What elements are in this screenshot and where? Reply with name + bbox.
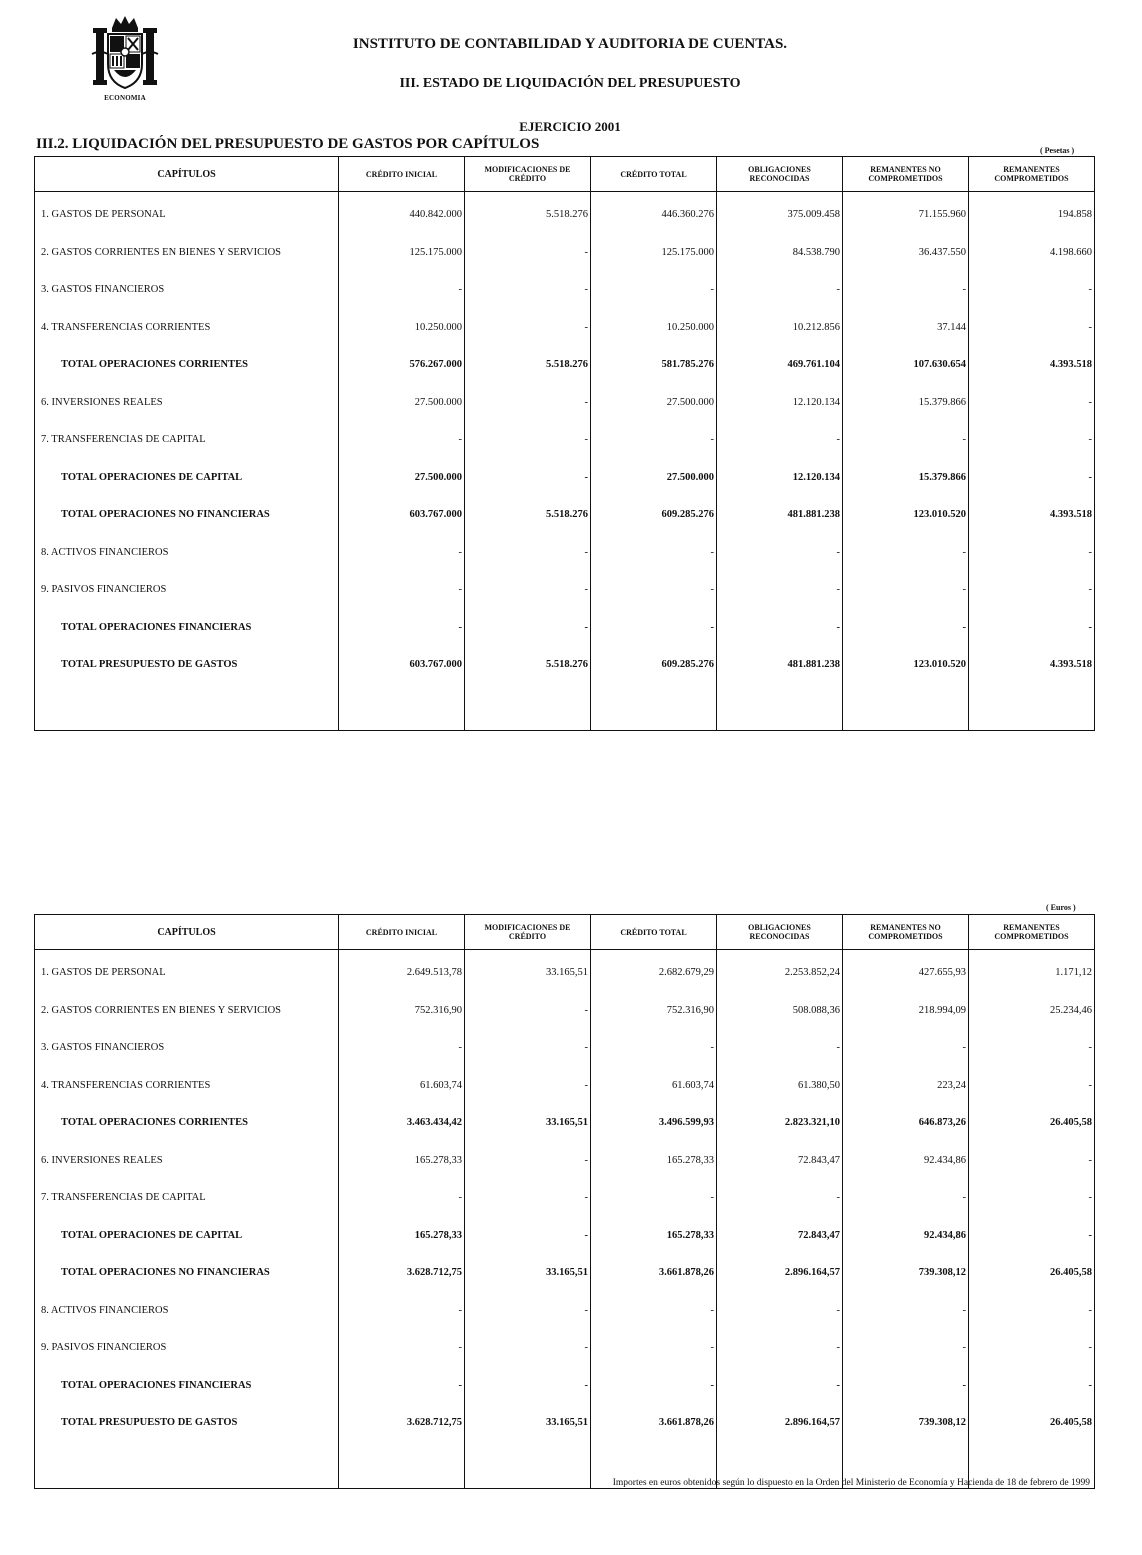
cell-value: - (465, 1292, 591, 1330)
column-header: REMANENTES NO COMPROMETIDOS (843, 157, 969, 192)
cell-value: - (465, 1067, 591, 1105)
table-row (35, 309, 1095, 347)
table-total-row (35, 609, 1095, 647)
cell-value: 27.500.000 (591, 459, 717, 497)
cell-value: 27.500.000 (339, 459, 465, 497)
cell-value: - (465, 309, 591, 347)
column-header: REMANENTES COMPROMETIDOS (969, 157, 1095, 192)
cell-value: 3.661.878,26 (591, 1254, 717, 1292)
table-row (35, 1179, 1095, 1217)
table-row (35, 534, 1095, 572)
row-label: TOTAL OPERACIONES FINANCIERAS (35, 1367, 339, 1405)
cell-value: - (969, 609, 1095, 647)
cell-value: 508.088,36 (717, 992, 843, 1030)
cell-value: - (465, 609, 591, 647)
currency-unit-euros: ( Euros ) (1046, 903, 1076, 912)
cell-value: - (339, 421, 465, 459)
cell-value: 33.165,51 (465, 1254, 591, 1292)
empty-cell (35, 1442, 339, 1489)
row-label: 9. PASIVOS FINANCIEROS (35, 1329, 339, 1367)
cell-value: 576.267.000 (339, 346, 465, 384)
cell-value: - (969, 1142, 1095, 1180)
exercise-year: EJERCICIO 2001 (519, 119, 621, 134)
empty-cell (717, 684, 843, 731)
cell-value: - (339, 1179, 465, 1217)
cell-value: 446.360.276 (591, 192, 717, 234)
cell-value: - (717, 1179, 843, 1217)
cell-value: 15.379.866 (843, 459, 969, 497)
section-title: III.2. LIQUIDACIÓN DEL PRESUPUESTO DE GASTOS POR CAPÍTULOS (36, 136, 540, 152)
cell-value: - (465, 534, 591, 572)
cell-value: - (591, 609, 717, 647)
cell-value: - (465, 459, 591, 497)
cell-value: - (339, 1029, 465, 1067)
cell-value: 165.278,33 (339, 1217, 465, 1255)
cell-value: - (339, 1329, 465, 1367)
cell-value: - (843, 421, 969, 459)
cell-value: - (591, 1029, 717, 1067)
cell-value: 33.165,51 (465, 1104, 591, 1142)
cell-value: 646.873,26 (843, 1104, 969, 1142)
cell-value: - (843, 1029, 969, 1067)
cell-value: - (843, 534, 969, 572)
cell-value: - (969, 571, 1095, 609)
cell-value: 3.628.712,75 (339, 1404, 465, 1442)
empty-cell (339, 684, 465, 731)
table-total-row (35, 1404, 1095, 1442)
currency-unit-pesetas: ( Pesetas ) (1040, 146, 1075, 155)
cell-value: 12.120.134 (717, 384, 843, 422)
cell-value: - (717, 1029, 843, 1067)
cell-value: 107.630.654 (843, 346, 969, 384)
table-row (35, 1067, 1095, 1105)
cell-value: - (717, 1292, 843, 1330)
column-header: CRÉDITO TOTAL (591, 915, 717, 950)
cell-value: 3.496.599,93 (591, 1104, 717, 1142)
table-row (35, 271, 1095, 309)
cell-value: - (969, 534, 1095, 572)
cell-value: - (465, 571, 591, 609)
cell-value: 4.393.518 (969, 346, 1095, 384)
table-row (35, 950, 1095, 992)
table-row (35, 571, 1095, 609)
cell-value: 4.393.518 (969, 646, 1095, 684)
cell-value: - (843, 609, 969, 647)
cell-value: 61.603,74 (339, 1067, 465, 1105)
cell-value: - (339, 609, 465, 647)
cell-value: 1.171,12 (969, 950, 1095, 992)
cell-value: 165.278,33 (591, 1142, 717, 1180)
cell-value: - (717, 421, 843, 459)
cell-value: - (465, 271, 591, 309)
cell-value: 10.250.000 (339, 309, 465, 347)
cell-value: - (717, 1367, 843, 1405)
cell-value: - (591, 534, 717, 572)
cell-value: - (969, 384, 1095, 422)
table-total-row (35, 1217, 1095, 1255)
empty-cell (35, 684, 339, 731)
cell-value: 12.120.134 (717, 459, 843, 497)
cell-value: - (969, 271, 1095, 309)
cell-value: 427.655,93 (843, 950, 969, 992)
cell-value: 218.994,09 (843, 992, 969, 1030)
cell-value: 5.518.276 (465, 646, 591, 684)
column-header: OBLIGACIONES RECONOCIDAS (717, 915, 843, 950)
cell-value: - (969, 309, 1095, 347)
cell-value: - (843, 1179, 969, 1217)
table-row (35, 384, 1095, 422)
table-total-row (35, 1254, 1095, 1292)
cell-value: - (465, 1217, 591, 1255)
cell-value: 5.518.276 (465, 496, 591, 534)
cell-value: 92.434,86 (843, 1142, 969, 1180)
cell-value: 481.881.238 (717, 496, 843, 534)
cell-value: 61.380,50 (717, 1067, 843, 1105)
table-row (35, 234, 1095, 272)
table-total-row (35, 496, 1095, 534)
cell-value: 33.165,51 (465, 1404, 591, 1442)
cell-value: - (591, 1329, 717, 1367)
cell-value: - (969, 459, 1095, 497)
cell-value: - (969, 1067, 1095, 1105)
table-row (35, 1329, 1095, 1367)
cell-value: - (465, 384, 591, 422)
table-total-row (35, 346, 1095, 384)
column-header: REMANENTES NO COMPROMETIDOS (843, 915, 969, 950)
column-header: OBLIGACIONES RECONOCIDAS (717, 157, 843, 192)
row-label: 2. GASTOS CORRIENTES EN BIENES Y SERVICIOS (35, 234, 339, 272)
table-header-row (35, 157, 1095, 192)
cell-value: - (969, 421, 1095, 459)
cell-value: 123.010.520 (843, 496, 969, 534)
cell-value: 61.603,74 (591, 1067, 717, 1105)
cell-value: - (465, 1029, 591, 1067)
cell-value: 440.842.000 (339, 192, 465, 234)
cell-value: 3.661.878,26 (591, 1404, 717, 1442)
table-bottom-spacer (35, 684, 1095, 731)
cell-value: 752.316,90 (591, 992, 717, 1030)
row-label: 1. GASTOS DE PERSONAL (35, 950, 339, 992)
cell-value: 27.500.000 (591, 384, 717, 422)
cell-value: - (717, 1329, 843, 1367)
row-label: TOTAL OPERACIONES CORRIENTES (35, 346, 339, 384)
table-row (35, 421, 1095, 459)
row-label: TOTAL OPERACIONES NO FINANCIERAS (35, 496, 339, 534)
empty-cell (843, 684, 969, 731)
row-label: 7. TRANSFERENCIAS DE CAPITAL (35, 1179, 339, 1217)
table-total-row (35, 1367, 1095, 1405)
table-total-row (35, 1104, 1095, 1142)
column-header: CRÉDITO INICIAL (339, 915, 465, 950)
cell-value: 2.896.164,57 (717, 1254, 843, 1292)
cell-value: - (969, 1292, 1095, 1330)
cell-value: 36.437.550 (843, 234, 969, 272)
logo-caption: ECONOMIA (104, 94, 146, 102)
cell-value: - (465, 1367, 591, 1405)
row-label: 7. TRANSFERENCIAS DE CAPITAL (35, 421, 339, 459)
cell-value: - (465, 421, 591, 459)
cell-value: - (465, 1142, 591, 1180)
cell-value: - (339, 1292, 465, 1330)
column-header: CRÉDITO TOTAL (591, 157, 717, 192)
cell-value: 581.785.276 (591, 346, 717, 384)
cell-value: 10.250.000 (591, 309, 717, 347)
empty-cell (591, 684, 717, 731)
column-header: CAPÍTULOS (35, 915, 339, 950)
cell-value: 92.434,86 (843, 1217, 969, 1255)
cell-value: 84.538.790 (717, 234, 843, 272)
cell-value: 165.278,33 (591, 1217, 717, 1255)
cell-value: 72.843,47 (717, 1142, 843, 1180)
cell-value: 481.881.238 (717, 646, 843, 684)
cell-value: - (591, 1367, 717, 1405)
cell-value: 125.175.000 (591, 234, 717, 272)
institution-title: INSTITUTO DE CONTABILIDAD Y AUDITORIA DE CUENTAS. (352, 36, 788, 52)
row-label: TOTAL PRESUPUESTO DE GASTOS (35, 646, 339, 684)
cell-value: - (717, 271, 843, 309)
column-header: CRÉDITO INICIAL (339, 157, 465, 192)
cell-value: 194.858 (969, 192, 1095, 234)
cell-value: - (339, 1367, 465, 1405)
cell-value: 4.198.660 (969, 234, 1095, 272)
row-label: TOTAL OPERACIONES FINANCIERAS (35, 609, 339, 647)
cell-value: - (591, 271, 717, 309)
cell-value: 739.308,12 (843, 1254, 969, 1292)
cell-value: 2.682.679,29 (591, 950, 717, 992)
row-label: 8. ACTIVOS FINANCIEROS (35, 1292, 339, 1330)
cell-value: - (465, 1329, 591, 1367)
cell-value: - (843, 271, 969, 309)
cell-value: 609.285.276 (591, 646, 717, 684)
cell-value: 123.010.520 (843, 646, 969, 684)
cell-value: - (843, 571, 969, 609)
cell-value: 3.463.434,42 (339, 1104, 465, 1142)
row-label: 3. GASTOS FINANCIEROS (35, 271, 339, 309)
row-label: TOTAL OPERACIONES DE CAPITAL (35, 459, 339, 497)
cell-value: - (465, 234, 591, 272)
row-label: TOTAL PRESUPUESTO DE GASTOS (35, 1404, 339, 1442)
cell-value: - (969, 1329, 1095, 1367)
empty-cell (969, 684, 1095, 731)
cell-value: - (843, 1367, 969, 1405)
column-header: REMANENTES COMPROMETIDOS (969, 915, 1095, 950)
cell-value: 2.823.321,10 (717, 1104, 843, 1142)
row-label: 4. TRANSFERENCIAS CORRIENTES (35, 1067, 339, 1105)
cell-value: 27.500.000 (339, 384, 465, 422)
row-label: 1. GASTOS DE PERSONAL (35, 192, 339, 234)
cell-value: 25.234,46 (969, 992, 1095, 1030)
cell-value: - (969, 1367, 1095, 1405)
budget-table-euros (34, 914, 1095, 1489)
cell-value: - (843, 1329, 969, 1367)
table-row (35, 1292, 1095, 1330)
empty-cell (465, 684, 591, 731)
cell-value: 375.009.458 (717, 192, 843, 234)
column-header: MODIFICACIONES DE CRÉDITO (465, 157, 591, 192)
table-total-row (35, 459, 1095, 497)
cell-value: 739.308,12 (843, 1404, 969, 1442)
cell-value: 752.316,90 (339, 992, 465, 1030)
cell-value: 33.165,51 (465, 950, 591, 992)
row-label: 4. TRANSFERENCIAS CORRIENTES (35, 309, 339, 347)
cell-value: 4.393.518 (969, 496, 1095, 534)
report-title: III. ESTADO DE LIQUIDACIÓN DEL PRESUPUESTO (399, 76, 741, 91)
cell-value: - (339, 271, 465, 309)
cell-value: - (717, 534, 843, 572)
cell-value: - (969, 1029, 1095, 1067)
row-label: 9. PASIVOS FINANCIEROS (35, 571, 339, 609)
cell-value: 2.896.164,57 (717, 1404, 843, 1442)
table-total-row (35, 646, 1095, 684)
cell-value: 2.649.513,78 (339, 950, 465, 992)
cell-value: 26.405,58 (969, 1104, 1095, 1142)
cell-value: - (465, 1179, 591, 1217)
cell-value: 5.518.276 (465, 346, 591, 384)
cell-value: 469.761.104 (717, 346, 843, 384)
cell-value: - (969, 1179, 1095, 1217)
cell-value: - (717, 609, 843, 647)
cell-value: 26.405,58 (969, 1254, 1095, 1292)
cell-value: 37.144 (843, 309, 969, 347)
budget-table-pesetas (34, 156, 1095, 731)
cell-value: 125.175.000 (339, 234, 465, 272)
cell-value: 26.405,58 (969, 1404, 1095, 1442)
cell-value: 3.628.712,75 (339, 1254, 465, 1292)
row-label: TOTAL OPERACIONES NO FINANCIERAS (35, 1254, 339, 1292)
column-header: CAPÍTULOS (35, 157, 339, 192)
cell-value: 2.253.852,24 (717, 950, 843, 992)
cell-value: - (843, 1292, 969, 1330)
cell-value: 15.379.866 (843, 384, 969, 422)
cell-value: - (591, 571, 717, 609)
footnote: Importes en euros obtenidos según lo dispuesto en la Orden del Ministerio de Economía y Hacienda de 18 de febrero de 1999 (612, 1478, 1090, 1488)
cell-value: - (465, 992, 591, 1030)
row-label: TOTAL OPERACIONES DE CAPITAL (35, 1217, 339, 1255)
table-row (35, 1142, 1095, 1180)
cell-value: 72.843,47 (717, 1217, 843, 1255)
row-label: 3. GASTOS FINANCIEROS (35, 1029, 339, 1067)
column-header: MODIFICACIONES DE CRÉDITO (465, 915, 591, 950)
row-label: 6. INVERSIONES REALES (35, 384, 339, 422)
cell-value: - (339, 534, 465, 572)
cell-value: 223,24 (843, 1067, 969, 1105)
cell-value: - (591, 421, 717, 459)
cell-value: 609.285.276 (591, 496, 717, 534)
cell-value: - (591, 1179, 717, 1217)
table-row (35, 992, 1095, 1030)
table-header-row (35, 915, 1095, 950)
cell-value: 71.155.960 (843, 192, 969, 234)
cell-value: 5.518.276 (465, 192, 591, 234)
cell-value: - (969, 1217, 1095, 1255)
row-label: 8. ACTIVOS FINANCIEROS (35, 534, 339, 572)
table-row (35, 192, 1095, 234)
row-label: TOTAL OPERACIONES CORRIENTES (35, 1104, 339, 1142)
cell-value: - (717, 571, 843, 609)
cell-value: 603.767.000 (339, 646, 465, 684)
cell-value: 165.278,33 (339, 1142, 465, 1180)
cell-value: - (339, 571, 465, 609)
cell-value: 603.767.000 (339, 496, 465, 534)
table-row (35, 1029, 1095, 1067)
row-label: 2. GASTOS CORRIENTES EN BIENES Y SERVICIOS (35, 992, 339, 1030)
cell-value: - (591, 1292, 717, 1330)
cell-value: 10.212.856 (717, 309, 843, 347)
row-label: 6. INVERSIONES REALES (35, 1142, 339, 1180)
